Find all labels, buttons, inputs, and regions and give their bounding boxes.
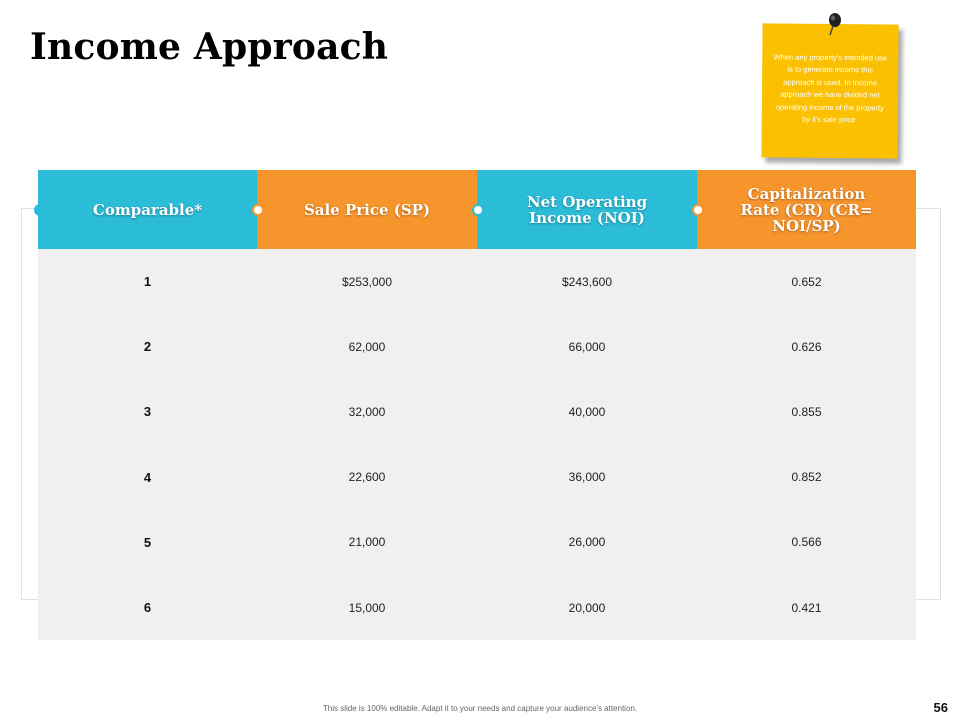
header-label: Comparable* xyxy=(92,200,203,219)
connector-dot-icon xyxy=(252,204,264,216)
header-sale-price xyxy=(257,170,477,249)
cell-sale-price: 21,000 xyxy=(348,535,386,550)
cell-comparable: 5 xyxy=(143,534,152,550)
cell-cap-rate: 0.566 xyxy=(791,535,822,550)
table-row xyxy=(38,445,916,510)
cell-comparable: 6 xyxy=(143,600,152,616)
cell-comparable: 1 xyxy=(143,274,152,290)
page-number: 56 xyxy=(933,700,948,715)
cell-noi: 36,000 xyxy=(568,470,606,485)
cell-comparable: 2 xyxy=(143,339,152,355)
footer-note: This slide is 100% editable. Adapt it to your needs and capture your audience's attention. xyxy=(322,704,638,713)
cell-sale-price: 22,600 xyxy=(348,470,386,485)
sticky-note xyxy=(761,23,898,158)
cell-noi: 20,000 xyxy=(568,600,606,615)
sticky-note-text: When any property's intended use is to generate income this approach is used. In income approach we have divided net operating income of the property by it's sale price. xyxy=(773,52,888,125)
cell-comparable: 3 xyxy=(143,404,152,420)
cell-noi: 26,000 xyxy=(568,535,606,550)
cell-sale-price: 32,000 xyxy=(348,404,386,419)
cell-sale-price: $253,000 xyxy=(341,274,393,289)
connector-dot-icon xyxy=(34,204,46,216)
header-label: Net Operating Income (NOI) xyxy=(526,192,648,227)
table-row xyxy=(38,314,916,379)
cell-sale-price: 15,000 xyxy=(348,600,386,615)
table-row xyxy=(38,249,916,314)
cell-sale-price: 62,000 xyxy=(348,339,386,354)
cell-comparable: 4 xyxy=(143,469,152,485)
table-row xyxy=(38,575,916,640)
header-noi xyxy=(477,170,697,249)
cell-noi: 40,000 xyxy=(568,404,606,419)
header-cap-rate xyxy=(697,170,916,249)
table-body xyxy=(38,249,916,640)
table-header-row xyxy=(38,170,916,249)
cell-cap-rate: 0.855 xyxy=(791,404,822,419)
cell-cap-rate: 0.652 xyxy=(791,274,822,289)
cell-noi: 66,000 xyxy=(568,339,606,354)
table-row xyxy=(38,510,916,575)
header-comparable xyxy=(38,170,257,249)
cell-cap-rate: 0.626 xyxy=(791,339,822,354)
push-pin-icon xyxy=(826,12,842,36)
cell-cap-rate: 0.421 xyxy=(791,600,822,615)
table-row xyxy=(38,379,916,444)
header-label: Capitalization Rate (CR) (CR= NOI/SP) xyxy=(740,184,873,235)
slide-title: Income Approach xyxy=(30,26,389,68)
connector-dot-icon xyxy=(692,204,704,216)
connector-dot-icon xyxy=(472,204,484,216)
income-table xyxy=(38,170,916,640)
header-label: Sale Price (SP) xyxy=(303,200,431,219)
cell-noi: $243,600 xyxy=(561,274,613,289)
cell-cap-rate: 0.852 xyxy=(791,470,822,485)
